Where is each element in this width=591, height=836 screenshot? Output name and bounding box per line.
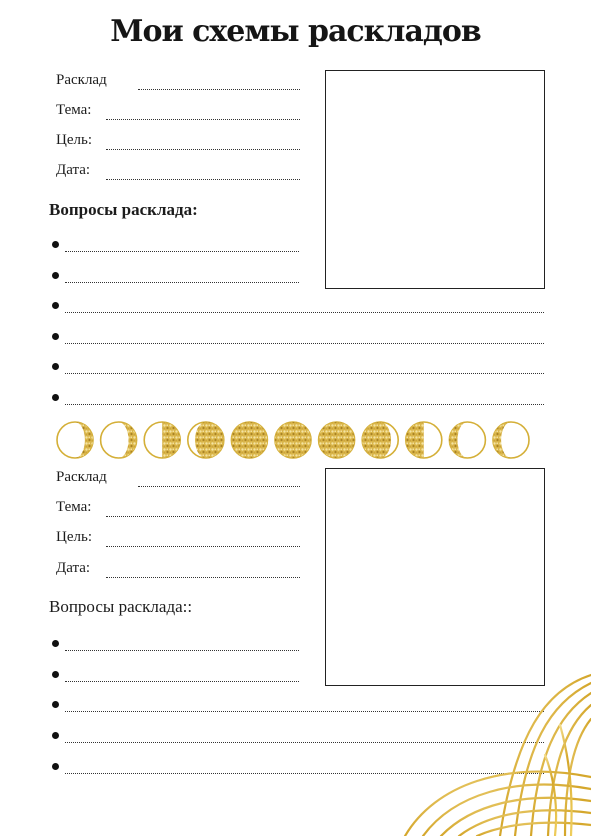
bullet-icon	[52, 394, 59, 401]
full-moon-icon	[231, 422, 267, 458]
date-label: Дата:	[56, 162, 91, 178]
questions-heading: Вопросы расклада:	[49, 200, 198, 219]
date-field[interactable]	[56, 162, 300, 184]
waxing-crescent-moon-icon	[101, 422, 137, 458]
full-moon-icon	[275, 422, 311, 458]
bullet-icon	[52, 363, 59, 370]
date-line[interactable]	[106, 577, 300, 578]
spread-name-field[interactable]	[56, 469, 300, 491]
full-moon-icon	[319, 422, 355, 458]
bullet-icon	[52, 763, 59, 770]
waxing-crescent-moon-icon	[57, 422, 93, 458]
question-dotted-line[interactable]	[65, 681, 299, 682]
question-dotted-line[interactable]	[65, 312, 544, 313]
bullet-icon	[52, 701, 59, 708]
topic-field[interactable]	[56, 102, 300, 124]
bullet-icon	[52, 272, 59, 279]
bullet-icon	[52, 732, 59, 739]
questions-heading: Вопросы расклада::	[49, 597, 193, 616]
goal-line[interactable]	[106, 149, 300, 150]
spread-name-field[interactable]	[56, 72, 300, 94]
question-dotted-line[interactable]	[65, 282, 299, 283]
question-dotted-line[interactable]	[65, 404, 544, 405]
date-field[interactable]	[56, 560, 300, 582]
date-label: Дата:	[56, 560, 91, 576]
topic-field[interactable]	[56, 499, 300, 521]
last-quarter-moon-icon	[406, 422, 442, 458]
waning-crescent-moon-icon	[449, 422, 485, 458]
goal-field[interactable]	[56, 529, 300, 551]
gold-swirl-decoration	[395, 665, 591, 836]
topic-line[interactable]	[106, 119, 300, 120]
question-dotted-line[interactable]	[65, 251, 299, 252]
spread-diagram-box[interactable]	[325, 70, 545, 289]
bullet-icon	[52, 241, 59, 248]
goal-label: Цель:	[56, 132, 92, 148]
date-line[interactable]	[106, 179, 300, 180]
question-dotted-line[interactable]	[65, 343, 544, 344]
spread-name-label: Расклад	[56, 72, 107, 88]
topic-label: Тема:	[56, 499, 92, 515]
question-dotted-line[interactable]	[65, 373, 544, 374]
bullet-icon	[52, 333, 59, 340]
bullet-icon	[52, 640, 59, 647]
bullet-icon	[52, 671, 59, 678]
question-dotted-line[interactable]	[65, 650, 299, 651]
topic-line[interactable]	[106, 516, 300, 517]
waning-gibbous-moon-icon	[362, 422, 398, 458]
page-title: Мои схемы раскладов	[110, 14, 481, 49]
spread-diagram-box[interactable]	[325, 468, 545, 686]
goal-label: Цель:	[56, 529, 92, 545]
topic-label: Тема:	[56, 102, 92, 118]
moon-phases-divider	[55, 418, 535, 462]
spread-name-line[interactable]	[138, 486, 300, 487]
bullet-icon	[52, 302, 59, 309]
goal-field[interactable]	[56, 132, 300, 154]
waning-crescent-moon-icon	[493, 422, 529, 458]
spread-name-label: Расклад	[56, 469, 107, 485]
spread-name-line[interactable]	[138, 89, 300, 90]
waxing-gibbous-moon-icon	[188, 422, 224, 458]
goal-line[interactable]	[106, 546, 300, 547]
first-quarter-moon-icon	[144, 422, 180, 458]
